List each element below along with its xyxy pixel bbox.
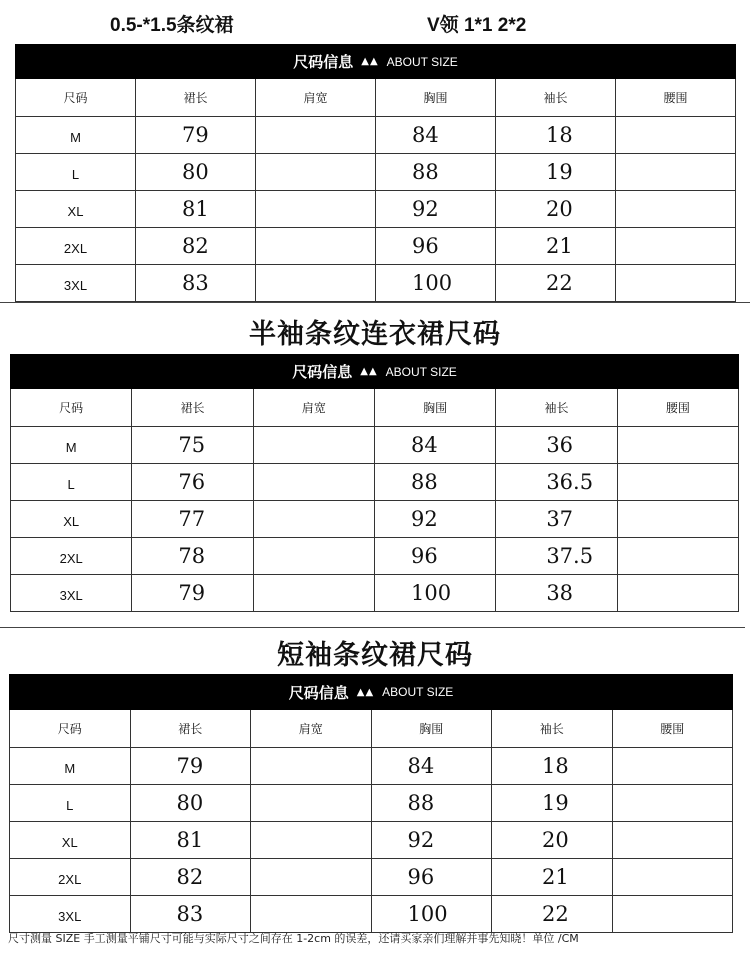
cell-sleeve: 38 — [496, 575, 617, 612]
size-info-bar — [10, 675, 733, 710]
cell-bust: 100 — [374, 575, 495, 612]
cell-shoulder — [256, 265, 376, 302]
cell-length: 75 — [132, 427, 253, 464]
size-table — [10, 354, 739, 612]
table-row — [16, 265, 736, 302]
cell-shoulder — [251, 859, 372, 896]
column-header: 胸围 — [371, 710, 492, 748]
table-row — [11, 538, 739, 575]
cell-waist — [612, 822, 733, 859]
triangle-icon: ▲▲ — [356, 686, 375, 698]
size-table — [15, 44, 736, 302]
cell-length: 78 — [132, 538, 253, 575]
size-label: M — [16, 117, 136, 154]
section-divider — [0, 627, 745, 628]
cell-sleeve: 19 — [496, 154, 616, 191]
size-label: L — [11, 464, 132, 501]
size-label: XL — [11, 501, 132, 538]
cell-length: 79 — [136, 117, 256, 154]
cell-shoulder — [251, 748, 372, 785]
cell-length: 82 — [136, 228, 256, 265]
cell-waist — [617, 501, 738, 538]
cell-waist — [612, 896, 733, 933]
size-label: 3XL — [11, 575, 132, 612]
cell-sleeve: 37.5 — [496, 538, 617, 575]
cell-sleeve: 22 — [492, 896, 613, 933]
cell-length: 80 — [130, 785, 251, 822]
cell-waist — [616, 117, 736, 154]
cell-waist — [617, 427, 738, 464]
cell-sleeve: 19 — [492, 785, 613, 822]
cell-shoulder — [253, 464, 374, 501]
column-header: 尺码 — [10, 710, 131, 748]
size-label: 2XL — [10, 859, 131, 896]
cell-waist — [612, 748, 733, 785]
cell-shoulder — [253, 538, 374, 575]
cell-shoulder — [253, 427, 374, 464]
table-row — [10, 859, 733, 896]
header-collar-note: V领 1*1 2*2 — [427, 15, 527, 36]
cell-sleeve: 36 — [496, 427, 617, 464]
size-label: 3XL — [16, 265, 136, 302]
top-header — [0, 4, 750, 38]
column-header: 肩宽 — [253, 389, 374, 427]
bar-title-cn: 尺码信息 — [293, 53, 354, 71]
cell-length: 80 — [136, 154, 256, 191]
cell-length: 79 — [132, 575, 253, 612]
cell-shoulder — [253, 575, 374, 612]
cell-length: 76 — [132, 464, 253, 501]
triangle-icon: ▲▲ — [361, 56, 379, 67]
bar-title-cn: 尺码信息 — [288, 683, 349, 702]
column-header: 肩宽 — [256, 79, 376, 117]
cell-bust: 96 — [376, 228, 496, 265]
cell-bust: 96 — [374, 538, 495, 575]
size-label: L — [10, 785, 131, 822]
cell-length: 79 — [130, 748, 251, 785]
cell-bust: 100 — [376, 265, 496, 302]
cell-waist — [617, 575, 738, 612]
cell-sleeve: 36.5 — [496, 464, 617, 501]
cell-sleeve: 20 — [492, 822, 613, 859]
cell-shoulder — [251, 822, 372, 859]
column-header: 尺码 — [16, 79, 136, 117]
table-row — [11, 501, 739, 538]
cell-length: 81 — [130, 822, 251, 859]
section-title-short-sleeve: 短袖条纹裙尺码 — [277, 640, 473, 671]
column-header: 腰围 — [616, 79, 736, 117]
column-header: 裙长 — [132, 389, 253, 427]
column-header: 腰围 — [617, 389, 738, 427]
table-row — [10, 822, 733, 859]
table-row — [10, 785, 733, 822]
cell-waist — [612, 785, 733, 822]
column-header: 袖长 — [492, 710, 613, 748]
footer-note: 尺寸测量 SIZE 手工测量平铺尺寸可能与实际尺寸之间存在 1-2cm 的误差，还请买家亲们理解并事先知晓！单位 /CM — [8, 932, 579, 945]
size-label: 3XL — [10, 896, 131, 933]
cell-length: 83 — [136, 265, 256, 302]
bar-title-en: ABOUT SIZE — [385, 364, 457, 379]
cell-shoulder — [256, 228, 376, 265]
table-row — [16, 117, 736, 154]
cell-waist — [612, 859, 733, 896]
cell-shoulder — [256, 191, 376, 228]
column-header: 胸围 — [376, 79, 496, 117]
size-label: 2XL — [16, 228, 136, 265]
table-row — [10, 896, 733, 933]
column-header: 裙长 — [130, 710, 251, 748]
cell-length: 77 — [132, 501, 253, 538]
cell-bust: 84 — [376, 117, 496, 154]
cell-length: 82 — [130, 859, 251, 896]
table-row — [11, 427, 739, 464]
table-row — [11, 575, 739, 612]
cell-bust: 92 — [374, 501, 495, 538]
cell-sleeve: 37 — [496, 501, 617, 538]
table-row — [16, 154, 736, 191]
section-divider — [0, 302, 750, 303]
size-info-bar — [16, 45, 736, 79]
cell-shoulder — [251, 785, 372, 822]
cell-bust: 84 — [374, 427, 495, 464]
bar-title-en: ABOUT SIZE — [382, 685, 454, 699]
column-header: 裙长 — [136, 79, 256, 117]
triangle-icon: ▲▲ — [360, 366, 378, 377]
cell-waist — [617, 538, 738, 575]
cell-bust: 92 — [371, 822, 492, 859]
cell-sleeve: 18 — [492, 748, 613, 785]
section-title-half-sleeve: 半袖条纹连衣裙尺码 — [249, 319, 501, 350]
cell-length: 81 — [136, 191, 256, 228]
table-row — [16, 191, 736, 228]
column-header: 肩宽 — [251, 710, 372, 748]
cell-sleeve: 22 — [496, 265, 616, 302]
cell-sleeve: 20 — [496, 191, 616, 228]
header-product-name: 0.5-*1.5条纹裙 — [110, 15, 234, 36]
size-info-bar — [11, 355, 739, 389]
table-row — [16, 228, 736, 265]
cell-waist — [616, 265, 736, 302]
cell-sleeve: 21 — [496, 228, 616, 265]
cell-bust: 88 — [376, 154, 496, 191]
cell-shoulder — [256, 117, 376, 154]
column-header: 尺码 — [11, 389, 132, 427]
cell-sleeve: 21 — [492, 859, 613, 896]
cell-waist — [616, 191, 736, 228]
cell-bust: 100 — [371, 896, 492, 933]
column-header: 腰围 — [612, 710, 733, 748]
bar-title-en: ABOUT SIZE — [386, 54, 458, 69]
cell-bust: 96 — [371, 859, 492, 896]
column-header: 袖长 — [496, 389, 617, 427]
cell-bust: 84 — [371, 748, 492, 785]
cell-waist — [617, 464, 738, 501]
cell-waist — [616, 154, 736, 191]
size-label: XL — [16, 191, 136, 228]
table-row — [11, 464, 739, 501]
column-header: 胸围 — [374, 389, 495, 427]
cell-sleeve: 18 — [496, 117, 616, 154]
size-label: XL — [10, 822, 131, 859]
cell-waist — [616, 228, 736, 265]
bar-title-cn: 尺码信息 — [292, 363, 353, 381]
size-label: L — [16, 154, 136, 191]
cell-shoulder — [251, 896, 372, 933]
size-label: M — [10, 748, 131, 785]
column-header: 袖长 — [496, 79, 616, 117]
cell-bust: 88 — [371, 785, 492, 822]
cell-bust: 92 — [376, 191, 496, 228]
cell-shoulder — [253, 501, 374, 538]
size-label: 2XL — [11, 538, 132, 575]
cell-shoulder — [256, 154, 376, 191]
size-label: M — [11, 427, 132, 464]
cell-bust: 88 — [374, 464, 495, 501]
table-row — [10, 748, 733, 785]
cell-length: 83 — [130, 896, 251, 933]
size-table — [9, 674, 733, 933]
